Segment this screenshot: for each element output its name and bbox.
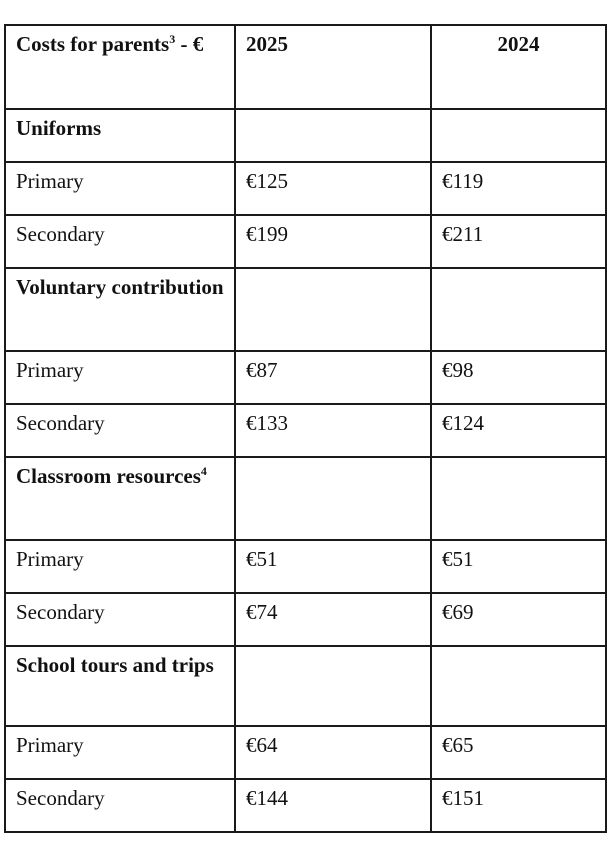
group-title-text: Uniforms bbox=[16, 116, 102, 140]
value-2024: €98 bbox=[431, 351, 606, 404]
table-row bbox=[5, 215, 606, 268]
value-2025: €64 bbox=[235, 726, 431, 779]
group-title bbox=[5, 109, 235, 162]
value-2024: €124 bbox=[431, 404, 606, 457]
table-row bbox=[5, 593, 606, 646]
empty-cell bbox=[431, 268, 606, 351]
value-2025: €144 bbox=[235, 779, 431, 832]
group-title bbox=[5, 646, 235, 726]
row-label: Primary bbox=[5, 162, 235, 215]
header-label: Costs for parents bbox=[16, 32, 170, 56]
costs-table bbox=[4, 24, 607, 833]
table-row bbox=[5, 779, 606, 832]
table-row bbox=[5, 404, 606, 457]
empty-cell bbox=[431, 457, 606, 540]
row-label: Primary bbox=[5, 726, 235, 779]
value-2025: €51 bbox=[235, 540, 431, 593]
value-2024: €211 bbox=[431, 215, 606, 268]
row-label: Primary bbox=[5, 540, 235, 593]
group-title bbox=[5, 268, 235, 351]
empty-cell bbox=[235, 646, 431, 726]
group-title-text: Classroom resources bbox=[16, 464, 201, 488]
group-title-text: School tours and trips bbox=[16, 653, 214, 677]
value-2025: €125 bbox=[235, 162, 431, 215]
row-label: Primary bbox=[5, 351, 235, 404]
empty-cell bbox=[235, 457, 431, 540]
empty-cell bbox=[431, 646, 606, 726]
group-row-classroom-resources bbox=[5, 457, 606, 540]
empty-cell bbox=[235, 268, 431, 351]
table-row bbox=[5, 351, 606, 404]
value-2024: €65 bbox=[431, 726, 606, 779]
value-2024: €51 bbox=[431, 540, 606, 593]
table-row bbox=[5, 726, 606, 779]
value-2025: €74 bbox=[235, 593, 431, 646]
row-label: Secondary bbox=[5, 215, 235, 268]
group-footnote: 4 bbox=[200, 464, 207, 478]
header-label-cell bbox=[5, 25, 235, 109]
value-2025: €133 bbox=[235, 404, 431, 457]
group-title-text: Voluntary contribution bbox=[16, 275, 224, 299]
header-unit: - € bbox=[175, 32, 204, 56]
row-label: Secondary bbox=[5, 404, 235, 457]
group-row-voluntary-contribution bbox=[5, 268, 606, 351]
empty-cell bbox=[235, 109, 431, 162]
table-row bbox=[5, 540, 606, 593]
empty-cell bbox=[431, 109, 606, 162]
group-row-school-tours bbox=[5, 646, 606, 726]
row-label: Secondary bbox=[5, 779, 235, 832]
header-year-2024: 2024 bbox=[431, 25, 606, 109]
table-row bbox=[5, 162, 606, 215]
group-row-uniforms bbox=[5, 109, 606, 162]
group-title bbox=[5, 457, 235, 540]
row-label: Secondary bbox=[5, 593, 235, 646]
value-2024: €151 bbox=[431, 779, 606, 832]
value-2024: €119 bbox=[431, 162, 606, 215]
header-year-2025: 2025 bbox=[235, 25, 431, 109]
value-2024: €69 bbox=[431, 593, 606, 646]
header-footnote: 3 bbox=[169, 32, 176, 46]
value-2025: €199 bbox=[235, 215, 431, 268]
header-row bbox=[5, 25, 606, 109]
value-2025: €87 bbox=[235, 351, 431, 404]
